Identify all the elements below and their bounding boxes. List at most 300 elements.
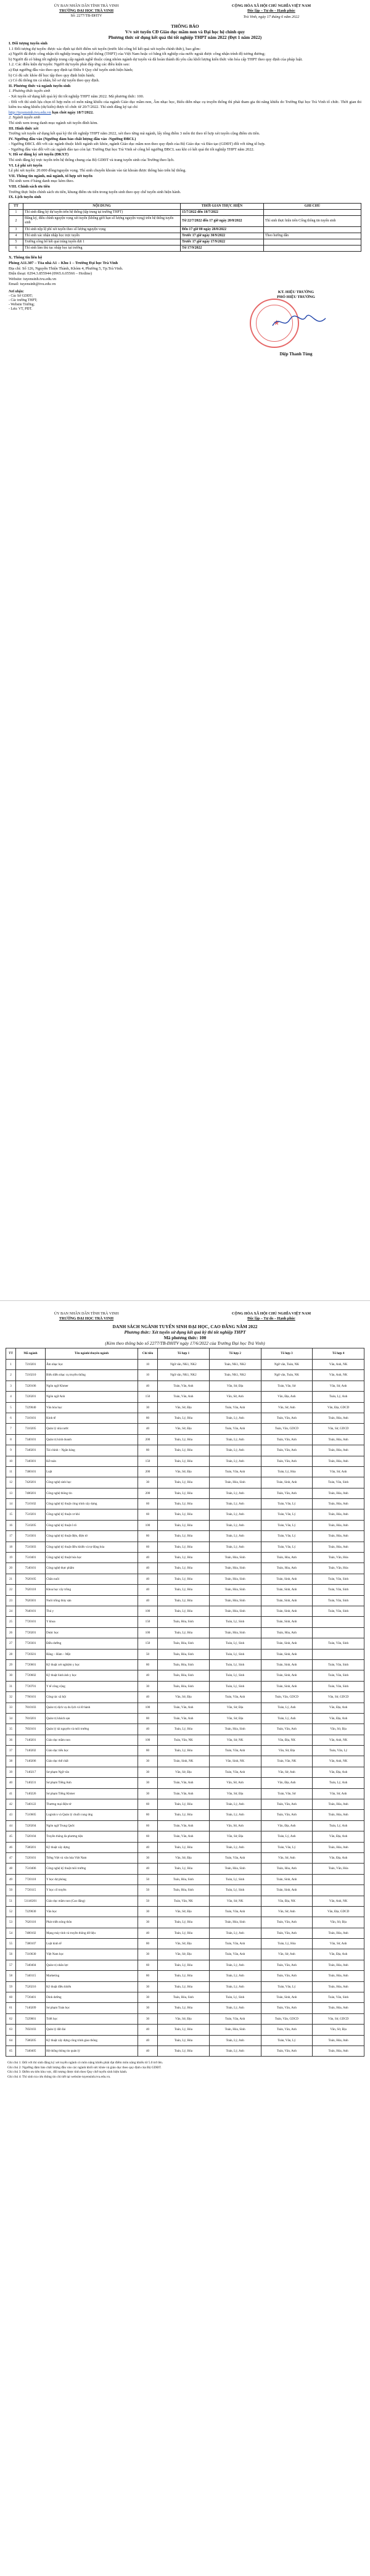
program-col-code: Mã ngành [16, 1348, 46, 1360]
program-cell-name: Kinh tế [46, 1413, 138, 1423]
program-row [6, 1917, 364, 1928]
program-cell-combo-4: Văn, Sử, Anh [313, 1466, 364, 1477]
program-cell-combo-3: Toán, Sinh, Anh [261, 1649, 313, 1659]
program-cell-combo-1: Toán, Lý, Hóa [158, 1960, 210, 1970]
program-row [6, 1960, 364, 1970]
program-cell-combo-1: Toán, Lý, Hóa [158, 1563, 210, 1574]
program-row [6, 1703, 364, 1713]
program-cell-tt: 2 [6, 1370, 16, 1381]
program-cell-tt: 16 [6, 1520, 16, 1530]
contact-address: Địa chỉ: Số 126, Nguyễn Thiện Thành, Khóm 4, Phường 5, Tp.Trà Vinh. [9, 266, 123, 271]
program-row [6, 1864, 364, 1874]
program-cell-quota: 30 [138, 1402, 158, 1413]
program-cell-tt: 39 [6, 1767, 16, 1777]
schedule-cell-tt: 2 [9, 216, 23, 226]
program-cell-code: 7140209 [16, 2003, 46, 2013]
program-cell-code: 7850103 [16, 2025, 46, 2035]
program-row [6, 2046, 364, 2057]
program-cell-name: Triết học [46, 2013, 138, 2024]
program-cell-combo-2: Toán, Lý, Sinh [209, 1681, 261, 1691]
program-cell-combo-1: Toán, Lý, Hóa [158, 1542, 210, 1552]
program-cell-code: 7720110 [16, 1874, 46, 1885]
program-cell-combo-4: Văn, Anh, NK [313, 1756, 364, 1767]
program-cell-combo-1: Toán, Lý, Hóa [158, 1585, 210, 1595]
para-4: 1.2. Các điều kiện dự tuyển: Người dự tuyển phải đáp ứng các điều kiện sau: [9, 62, 130, 67]
program-cell-combo-4: Toán, Hóa, Anh [313, 1413, 364, 1423]
program-row [6, 1617, 364, 1627]
program-cell-code: 7380107 [16, 1939, 46, 1949]
program-cell-combo-2: Toán, Lý, Sinh [209, 1885, 261, 1896]
program-cell-combo-3: Toán, Văn, Anh [261, 1413, 313, 1423]
list-notes [0, 2058, 370, 2082]
program-cell-combo-2: Toán, Lý, Sinh [209, 1649, 261, 1659]
program-cell-quota: 60 [138, 1799, 158, 1810]
program-cell-combo-3: Ngữ văn, Toán, NK [261, 1370, 313, 1381]
program-cell-code: 7720301 [16, 1638, 46, 1649]
motto: Độc lập – Tự do – Hạnh phúc [247, 9, 295, 13]
program-cell-tt: 6 [6, 1413, 16, 1423]
program-cell-tt: 62 [6, 2013, 16, 2024]
program-cell-name: Dinh dưỡng [46, 1992, 138, 2003]
program-cell-combo-4: Toán, Hóa, Anh [313, 1981, 364, 1992]
program-cell-name: Công nghệ kỹ thuật môi trường [46, 1864, 138, 1874]
program-cell-combo-4: Văn, Anh, NK [313, 1735, 364, 1745]
program-row [6, 1767, 364, 1777]
program-row [6, 1746, 364, 1756]
program-cell-combo-4: Văn, Sử, Địa [313, 1724, 364, 1735]
schedule-cell-time: Từ 17/9/2022 [181, 246, 264, 252]
program-cell-quota: 80 [138, 1531, 158, 1542]
program-cell-tt: 3 [6, 1381, 16, 1391]
notice-body [0, 40, 370, 200]
program-cell-code: 7810103 [16, 1703, 46, 1713]
program-cell-name: Sư phạm Ngữ văn [46, 1767, 138, 1777]
program-row [6, 1831, 364, 1842]
section-VI: VI. Lệ phí xét tuyển [9, 163, 43, 168]
program-cell-combo-1: Toán, Lý, Hóa [158, 1627, 210, 1638]
schedule-cell-note: Thí sinh thực hiện trên Cổng thông tin tuyển sinh [264, 216, 361, 226]
program-cell-name: Công nghệ kỹ thuật cơ khí [46, 1509, 138, 1520]
program-cell-combo-3: Toán, Văn, Anh [261, 1971, 313, 1981]
program-cell-tt: 32 [6, 1692, 16, 1703]
program-row [6, 1477, 364, 1488]
program-cell-combo-1: Toán, Lý, Hóa [158, 1509, 210, 1520]
program-cell-combo-3: Toán, Lý, Hóa [261, 1939, 313, 1949]
program-cell-combo-3: Toán, Sinh, Anh [261, 1885, 313, 1896]
program-cell-combo-1: Văn, Sử, Địa [158, 1949, 210, 1960]
program-cell-quota: 150 [138, 1392, 158, 1402]
program-cell-code: 7140206 [16, 1756, 46, 1767]
program-cell-combo-1: Văn, Sử, Địa [158, 1906, 210, 1917]
program-row [6, 1778, 364, 1788]
schedule-cell-tt: 4 [9, 233, 23, 239]
program-cell-name: Giáo dục mầm non (Cao đẳng) [46, 1896, 138, 1906]
program-row [6, 1820, 364, 1831]
program-cell-combo-1: Toán, Lý, Hóa [158, 2003, 210, 2013]
program-cell-code: 7340404 [16, 1960, 46, 1970]
program-cell-code: 7229001 [16, 2013, 46, 2024]
program-cell-combo-1: Toán, Lý, Hóa [158, 1499, 210, 1509]
program-row [6, 1896, 364, 1906]
program-cell-combo-1: Văn, Sử, Địa [158, 1466, 210, 1477]
program-cell-code: 7760101 [16, 1692, 46, 1703]
program-cell-combo-1: Toán, Lý, Hóa [158, 1746, 210, 1756]
program-cell-combo-2: Văn, Sử, Anh [209, 1778, 261, 1788]
program-row [6, 1638, 364, 1649]
program-cell-combo-4: Toán, Hóa, Anh [313, 2046, 364, 2057]
schedule-cell-note [264, 226, 361, 233]
notice-header [0, 0, 370, 20]
program-cell-tt: 36 [6, 1735, 16, 1745]
program-cell-combo-2: Toán, Lý, Anh [209, 1928, 261, 1938]
program-cell-combo-4: Văn, Địa, Anh [313, 1703, 364, 1713]
program-cell-combo-2: Văn, Sử, Địa [209, 1703, 261, 1713]
program-cell-combo-3: Toán, Sinh, Anh [261, 1874, 313, 1885]
program-cell-combo-1: Toán, Văn, NK [158, 1735, 210, 1745]
program-cell-combo-3: Toán, Văn, Lý [261, 1981, 313, 1992]
program-cell-combo-1: Toán, Lý, Hóa [158, 1842, 210, 1852]
program-row [6, 1842, 364, 1852]
program-cell-quota: 10 [138, 1370, 158, 1381]
program-cell-quota: 60 [138, 1960, 158, 1970]
program-cell-quota: 50 [138, 1874, 158, 1885]
program-cell-quota: 60 [138, 1509, 158, 1520]
program-cell-combo-1: Toán, Lý, Hóa [158, 1799, 210, 1810]
program-cell-combo-1: Toán, Lý, Hóa [158, 1488, 210, 1498]
program-cell-combo-2: Toán, Lý, Anh [209, 1960, 261, 1970]
program-cell-quota: 40 [138, 1553, 158, 1563]
program-cell-quota: 40 [138, 1928, 158, 1938]
program-cell-code: 7510406 [16, 1864, 46, 1874]
program-cell-combo-1: Toán, Hóa, Sinh [158, 1617, 210, 1627]
program-cell-name: Hệ thống thông tin quản lý [46, 2046, 138, 2057]
program-cell-combo-1: Văn, Sử, Địa [158, 1852, 210, 1863]
registration-link[interactable]: http://tuyensinh.tvu.edu.vn [9, 110, 51, 115]
program-cell-combo-4: Toán, Hóa, Anh [313, 1520, 364, 1530]
program-col-quota: Chỉ tiêu [138, 1348, 158, 1360]
program-row [6, 1553, 364, 1563]
program-cell-combo-4: Toán, Văn, Sinh [313, 1606, 364, 1616]
program-cell-combo-3: Toán, Sinh, Anh [261, 1606, 313, 1616]
program-cell-name: Chăn nuôi [46, 1574, 138, 1584]
program-cell-combo-2: Toán, Lý, Anh [209, 1981, 261, 1992]
program-cell-combo-3: Toán, Văn, Anh [261, 1928, 313, 1938]
program-cell-combo-4: Toán, Lý, Anh [313, 1392, 364, 1402]
program-cell-combo-2: Toán, NK1, NK2 [209, 1370, 261, 1381]
program-cell-name: Quản trị dịch vụ du lịch và lữ hành [46, 1703, 138, 1713]
list-republic: CỘNG HÒA XÃ HỘI CHỦ NGHĨA VIỆT NAM [231, 1311, 311, 1316]
program-row [6, 2013, 364, 2024]
program-cell-combo-3: Toán, Văn, Anh [261, 1434, 313, 1445]
program-cell-combo-2: Văn, Sinh, NK [209, 1756, 261, 1767]
program-cell-code: 7229030 [16, 1906, 46, 1917]
program-cell-code: 7540101 [16, 1563, 46, 1574]
university-name: TRƯỜNG ĐẠI HỌC TRÀ VINH [59, 9, 114, 13]
program-cell-code: 7229040 [16, 1402, 46, 1413]
program-cell-combo-3: Toán, Văn, GDCD [261, 1692, 313, 1703]
program-cell-code: 7510201 [16, 1509, 46, 1520]
program-cell-combo-4: Toán, Văn, Lý [313, 1746, 364, 1756]
program-cell-name: Văn học [46, 1906, 138, 1917]
program-cell-tt: 47 [6, 1852, 16, 1863]
program-col-name: Tên ngành/chuyên ngành [46, 1348, 138, 1360]
program-row [6, 1885, 364, 1896]
program-cell-quota: 200 [138, 1488, 158, 1498]
signer-title [234, 290, 358, 300]
program-cell-combo-2: Toán, Văn, Anh [209, 2013, 261, 2024]
note-line: Ghi chú 4: Thí sinh tra cứu thông tin chi tiết tại website tuyensinh.tvu.edu.vn. [7, 2074, 111, 2079]
program-cell-quota: 40 [138, 1724, 158, 1735]
program-cell-combo-1: Toán, Lý, Hóa [158, 2035, 210, 2046]
program-cell-combo-3: Toán, Sinh, Anh [261, 1681, 313, 1691]
schedule-col-tt: TT [9, 203, 23, 209]
contact-heading: X. Thông tin liên hệ [9, 255, 43, 260]
program-cell-combo-4: Toán, Hóa, Anh [313, 1842, 364, 1852]
program-cell-combo-1: Văn, Sử, Địa [158, 2013, 210, 2024]
program-cell-tt: 18 [6, 1542, 16, 1552]
program-cell-tt: 19 [6, 1553, 16, 1563]
program-cell-quota: 50 [138, 1885, 158, 1896]
program-cell-quota: 40 [138, 2046, 158, 2057]
schedule-cell-content: Thí sinh đăng ký dự tuyển trên hệ thống (tập trung tại trường THPT) [23, 210, 181, 216]
program-cell-combo-1: Toán, Hóa, Sinh [158, 1649, 210, 1659]
program-row [6, 1424, 364, 1434]
program-cell-name: Điều dưỡng [46, 1638, 138, 1649]
program-cell-name: Quản lý tài nguyên và môi trường [46, 1724, 138, 1735]
program-cell-tt: 41 [6, 1788, 16, 1799]
program-cell-quota: 50 [138, 1896, 158, 1906]
section-IX: IX. Lịch tuyển sinh [9, 195, 41, 200]
program-cell-tt: 20 [6, 1563, 16, 1574]
schedule-cell-time: 15/7/2022 đến 18/7/2022 [181, 210, 264, 216]
program-cell-combo-4: Văn, Địa, Anh [313, 1767, 364, 1777]
program-row [6, 1681, 364, 1691]
program-cell-name: Tiếng Việt và văn hóa Việt Nam [46, 1852, 138, 1863]
note-line: Ghi chú 1: Đối với thí sinh đăng ký xét tuyển ngành có môn năng khiếu phải đạt điểm môn năng khiếu từ 5.0 trở lên. [7, 2061, 163, 2065]
program-row [6, 1692, 364, 1703]
program-cell-tt: 44 [6, 1820, 16, 1831]
program-cell-quota: 40 [138, 1563, 158, 1574]
program-cell-combo-3: Toán, Văn, Anh [261, 1960, 313, 1970]
program-row [6, 2025, 364, 2035]
program-cell-code: 7140226 [16, 1788, 46, 1799]
program-cell-combo-3: Toán, Văn, Lý [261, 1509, 313, 1520]
program-cell-combo-1: Toán, Lý, Hóa [158, 1553, 210, 1563]
program-cell-combo-4: Toán, Hóa, Anh [313, 1499, 364, 1509]
program-cell-name: Ngôn ngữ Trung Quốc [46, 1820, 138, 1831]
program-cell-tt: 64 [6, 2035, 16, 2046]
page-divider [0, 1300, 370, 1301]
program-cell-code: 7340122 [16, 1799, 46, 1810]
program-cell-quota: 40 [138, 1595, 158, 1606]
program-cell-tt: 37 [6, 1746, 16, 1756]
program-cell-tt: 48 [6, 1864, 16, 1874]
program-cell-tt: 45 [6, 1831, 16, 1842]
program-cell-combo-1: Toán, Hóa, Sinh [158, 1874, 210, 1885]
program-cell-combo-2: Toán, Hóa, Sinh [209, 1864, 261, 1874]
program-cell-quota: 80 [138, 1939, 158, 1949]
program-cell-combo-3: Toán, Hóa, Anh [261, 1627, 313, 1638]
program-cell-combo-2: Toán, Hóa, Sinh [209, 1585, 261, 1595]
program-cell-combo-3: Văn, Địa, Anh [261, 1820, 313, 1831]
program-cell-name: Thương mại điện tử [46, 1799, 138, 1810]
program-cell-combo-1: Văn, Sử, Địa [158, 1402, 210, 1413]
program-cell-code: 7720401 [16, 1992, 46, 2003]
program-cell-name: Mạng máy tính và truyền thông dữ liệu [46, 1928, 138, 1938]
program-cell-combo-2: Toán, Văn, Anh [209, 1852, 261, 1863]
program-cell-quota: 40 [138, 1424, 158, 1434]
handwritten-signature-icon [271, 312, 327, 331]
program-row [6, 1606, 364, 1616]
program-cell-quota: 100 [138, 1735, 158, 1745]
program-row [6, 1852, 364, 1863]
schedule-row [9, 226, 361, 233]
program-cell-combo-2: Toán, Lý, Anh [209, 2035, 261, 2046]
section-II-2: 2. Ngành tuyển sinh [9, 115, 41, 120]
program-cell-combo-4 [313, 1649, 364, 1659]
official-seal-icon: ★ [250, 299, 299, 348]
program-row [6, 1360, 364, 1370]
program-cell-quota: 80 [138, 1713, 158, 1724]
program-cell-combo-2: Toán, Hóa, Sinh [209, 1553, 261, 1563]
program-cell-combo-2: Toán, Lý, Anh [209, 2003, 261, 2013]
program-cell-combo-1: Toán, Lý, Hóa [158, 1531, 210, 1542]
program-cell-combo-3: Toán, Lý, Anh [261, 1713, 313, 1724]
para-7: c) Có đủ thông tin cá nhân, hồ sơ dự tuyển theo quy định. [9, 78, 100, 83]
program-cell-code: 7850101 [16, 1724, 46, 1735]
program-cell-combo-3: Toán, Văn, Sử [261, 1788, 313, 1799]
program-row [6, 2003, 364, 2013]
program-cell-quota: 60 [138, 1831, 158, 1842]
program-cell-combo-2: Văn, Sử, Địa [209, 1381, 261, 1391]
program-cell-combo-4: Toán, Văn, Sinh [313, 1681, 364, 1691]
program-cell-tt: 7 [6, 1424, 16, 1434]
program-cell-combo-3: Toán, Văn, Anh [261, 2046, 313, 2057]
program-cell-code: 7340101 [16, 1434, 46, 1445]
program-row [6, 1971, 364, 1981]
program-cell-tt: 54 [6, 1928, 16, 1938]
program-cell-tt: 30 [6, 1670, 16, 1681]
program-cell-quota: 40 [138, 1574, 158, 1584]
program-cell-combo-2: Toán, Lý, Sinh [209, 1670, 261, 1681]
program-cell-tt: 51 [6, 1896, 16, 1906]
section-II-1: 1. Phương thức tuyển sinh [9, 89, 51, 94]
program-row [6, 1981, 364, 1992]
program-cell-tt: 60 [6, 1992, 16, 2003]
program-cell-combo-4: Văn, Anh, NK [313, 1370, 364, 1381]
list-ministry: ỦY BAN NHÂN DÂN TỈNH TRÀ VINH [54, 1311, 119, 1316]
program-cell-combo-2: Toán, Văn, Anh [209, 1424, 261, 1434]
program-cell-quota: 200 [138, 1434, 158, 1445]
program-cell-tt: 14 [6, 1499, 16, 1509]
republic-name: CỘNG HÒA XÃ HỘI CHỦ NGHĨA VIỆT NAM [231, 4, 311, 8]
program-cell-quota: 150 [138, 1617, 158, 1627]
program-cell-combo-2: Văn, Sử, Địa [209, 1788, 261, 1799]
program-cell-combo-1: Toán, Lý, Hóa [158, 1810, 210, 1820]
program-cell-combo-3: Toán, Lý, Anh [261, 1703, 313, 1713]
program-cell-combo-1: Toán, Lý, Hóa [158, 1574, 210, 1584]
program-cell-combo-1: Toán, Văn, Anh [158, 1820, 210, 1831]
contact-website: Website: tuyensinh.tvu.edu.vn [9, 276, 57, 281]
program-cell-quota: 40 [138, 1670, 158, 1681]
program-cell-tt: 42 [6, 1799, 16, 1810]
program-cell-tt: 13 [6, 1488, 16, 1498]
program-cell-combo-3: Toán, Sinh, Anh [261, 1585, 313, 1595]
ministry-name: ỦY BAN NHÂN DÂN TỈNH TRÀ VINH [54, 4, 119, 8]
program-cell-name: Biểu diễn nhạc cụ truyền thống [46, 1370, 138, 1381]
program-col-tt: TT [6, 1348, 16, 1360]
program-cell-combo-3: Toán, Văn, Lý [261, 1842, 313, 1852]
program-cell-combo-3: Toán, Văn, Anh [261, 1445, 313, 1456]
program-cell-tt: 25 [6, 1617, 16, 1627]
program-cell-quota: 30 [138, 1917, 158, 1928]
program-cell-combo-2: Toán, Hóa, Sinh [209, 2025, 261, 2035]
program-cell-tt: 50 [6, 1885, 16, 1896]
program-row [6, 1906, 364, 1917]
program-cell-name: Kỹ thuật xây dựng công trình giao thông [46, 2035, 138, 2046]
date-line: Trà Vinh, ngày 17 tháng 6 năm 2022 [243, 15, 300, 19]
program-row [6, 1670, 364, 1681]
program-cell-quota: 30 [138, 1992, 158, 2003]
program-cell-tt: 10 [6, 1456, 16, 1466]
program-cell-combo-4: Văn, Địa, GDCD [313, 1402, 364, 1413]
program-cell-combo-1: Toán, Hóa, Sinh [158, 1992, 210, 2003]
schedule-cell-note: Theo hướng dẫn [264, 233, 361, 239]
program-cell-combo-1: Toán, Văn, Anh [158, 1831, 210, 1842]
program-cell-quota: 50 [138, 1649, 158, 1659]
program-row [6, 1509, 364, 1520]
program-cell-quota: 40 [138, 1692, 158, 1703]
program-cell-combo-1: Toán, Lý, Hóa [158, 1917, 210, 1928]
program-cell-name: Việt Nam học [46, 1949, 138, 1960]
program-cell-combo-4: Toán, Văn, Sinh [313, 1595, 364, 1606]
program-cell-combo-1: Toán, Lý, Hóa [158, 1456, 210, 1466]
program-row [6, 1445, 364, 1456]
program-cell-combo-2: Toán, Lý, Anh [209, 1810, 261, 1820]
program-cell-quota: 40 [138, 1842, 158, 1852]
program-cell-combo-2: Toán, Lý, Anh [209, 1413, 261, 1423]
program-cell-name: Công nghệ kỹ thuật công trình xây dựng [46, 1499, 138, 1509]
deadline-text: hạn chót ngày 18/7/2022. [52, 110, 94, 115]
program-cell-combo-2: Toán, Văn, Anh [209, 1402, 261, 1413]
program-cell-code: 7720201 [16, 1627, 46, 1638]
program-cell-name: Sư phạm Tiếng Anh [46, 1778, 138, 1788]
program-cell-combo-1: Toán, Lý, Hóa [158, 1413, 210, 1423]
program-cell-combo-4: Văn, Anh, NK [313, 1896, 364, 1906]
program-cell-tt: 17 [6, 1531, 16, 1542]
program-row [6, 1724, 364, 1735]
program-cell-combo-3: Toán, Văn, Lý [261, 2035, 313, 2046]
program-cell-combo-2: Toán, Lý, Anh [209, 1488, 261, 1498]
section-V-text: Thí sinh đăng ký trực tuyến trên hệ thống chung của Bộ GDĐT và trang tuyển sinh của Trường theo lịch. [9, 158, 175, 163]
program-cell-tt: 65 [6, 2046, 16, 2057]
program-cell-name: Công nghệ kỹ thuật điện, điện tử [46, 1531, 138, 1542]
program-cell-combo-4: Văn, Sử, Anh [313, 1939, 364, 1949]
list-title: DANH SÁCH NGÀNH TUYỂN SINH ĐẠI HỌC, CAO ĐẲNG NĂM 2022 [112, 1324, 258, 1329]
para-2: a) Người đã được công nhận tốt nghiệp trung học phổ thông (THPT) của Việt Nam hoặc có bằng tốt nghiệp của nước ngoài được công nhận trình độ tương đương; [9, 52, 266, 57]
program-cell-name: Kỹ thuật xây dựng [46, 1842, 138, 1852]
program-cell-tt: 46 [6, 1842, 16, 1852]
program-cell-combo-4: Toán, Hóa, Anh [313, 1971, 364, 1981]
program-cell-quota: 40 [138, 2025, 158, 2035]
program-cell-tt: 55 [6, 1939, 16, 1949]
program-cell-code: 7220201 [16, 1392, 46, 1402]
program-cell-quota: 40 [138, 1864, 158, 1874]
program-cell-combo-2: Toán, Hóa, Sinh [209, 1724, 261, 1735]
signer-role: KT. HIỆU TRƯỞNG [278, 290, 314, 294]
program-cell-combo-4: Toán, Văn, Hóa [313, 1563, 364, 1574]
program-cell-tt: 43 [6, 1810, 16, 1820]
